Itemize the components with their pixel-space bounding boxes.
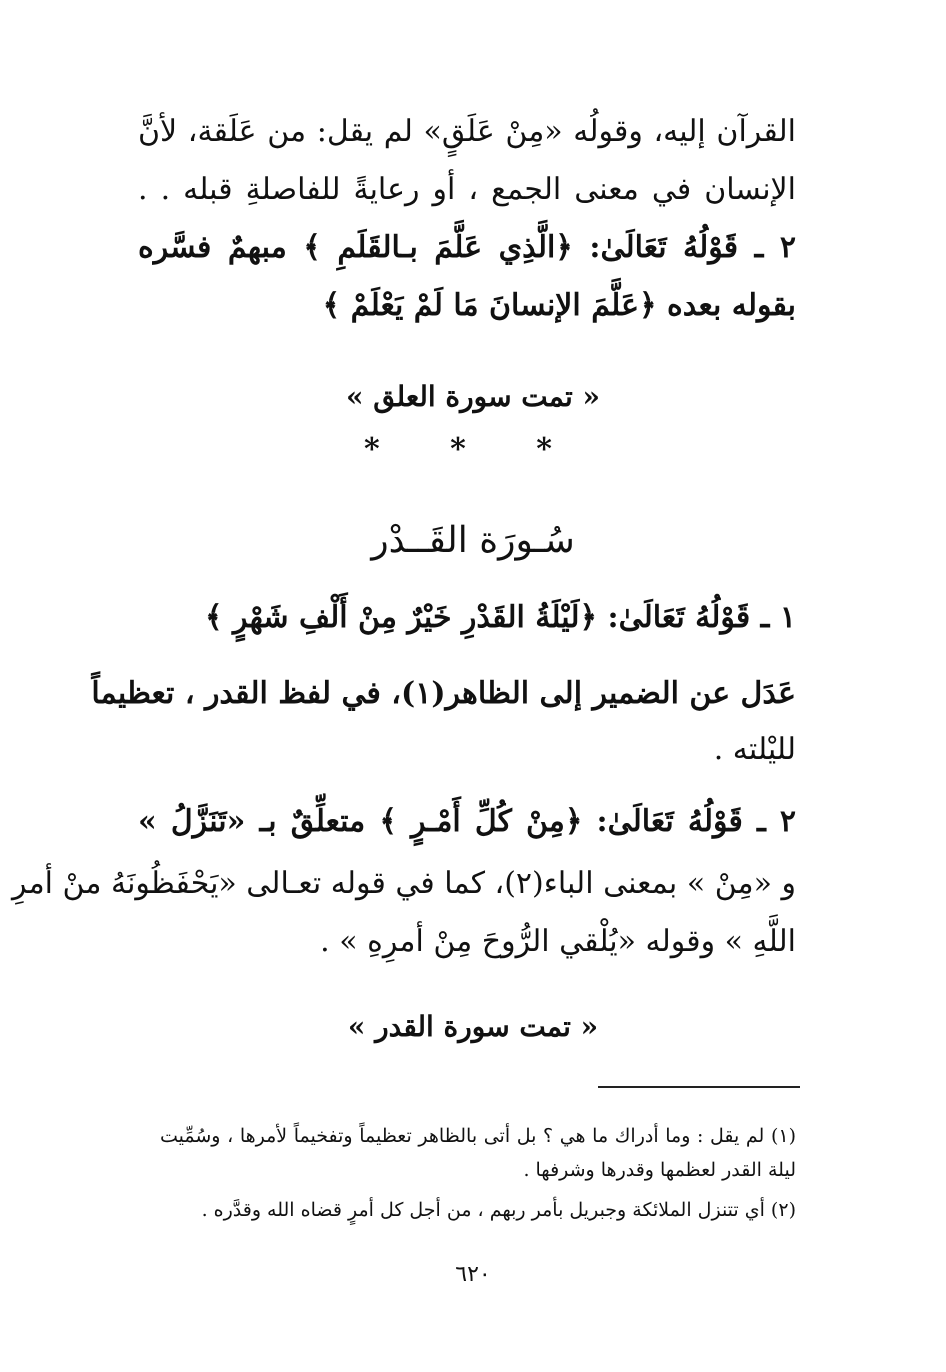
separator-stars: * * * (364, 432, 582, 467)
verse-line-qadr-1: ١ ـ قَوْلُهُ تَعَالَىٰ: ﴿لَيْلَةُ القَدْرِ خَيْرٌ مِنْ أَلْفِ شَهْرٍ ﴾ (205, 600, 796, 635)
body-line-4: بقوله بعده ﴿عَلَّمَ الإنسانَ مَا لَمْ يَعْلَمْ ﴾ (322, 288, 796, 323)
verse-line-surah-alaq-2: ٢ ـ قَوْلُهُ تَعَالَىٰ: ﴿الَّذِي عَلَّمَ بـالقَلَمِ ﴾ مبهمٌ فسَّره (138, 230, 796, 265)
footnote-2: (٢) أي تتنزل الملائكة وجبريل بأمر ربهم ، من أجل كل أمرٍ قضاه الله وقدَّره . (201, 1199, 796, 1221)
para-1-line-2: لليْلته . (713, 732, 796, 767)
footnote-1-line-1: (١) لم يقل : وما أدراك ما هي ؟ بل أتى بالظاهر تعظيماً وتفخيماً لأمرها ، وسُمِّيت (160, 1125, 796, 1147)
section-end-alaq: « تمت سورة العلق » (345, 380, 601, 413)
verse-line-qadr-4: ٢ ـ قَوْلُهُ تَعَالَىٰ: ﴿مِنْ كُلِّ أَمْـرٍ ﴾ متعلِّقٌ بـ «تَنَزَّلُ » (138, 804, 796, 839)
body-line-1: القرآن إليه، وقولُه «مِنْ عَلَقٍ» لم يقل: من عَلَقة، لأنَّ (138, 114, 796, 149)
footnote-1-line-2: ليلة القدر لعظمها وقدرها وشرفها . (523, 1159, 796, 1181)
surah-title-qadr: سُـورَة القَــدْر (371, 520, 575, 561)
footnote-divider (598, 1086, 800, 1088)
page-number: ٦٢٠ (455, 1262, 491, 1287)
para-2-line-1: و «مِنْ » بمعنى الباء(٢)، كما في قوله تعـالى «يَحْفَظُونَهُ منْ أمرِ (12, 866, 796, 901)
para-2-line-2: اللَّهِ » وقوله «يُلْقي الرُّوحَ مِنْ أمرِهِ » . (320, 924, 796, 959)
section-end-qadr: « تمت سورة القدر » (347, 1010, 599, 1043)
para-1-line-1: عَدَل عن الضمير إلى الظاهر(١)، في لفظ القدر ، تعظيماً (91, 676, 796, 711)
body-line-2: الإنسان في معنى الجمع ، أو رعايةً للفاصلةِ قبله . . (138, 172, 796, 207)
